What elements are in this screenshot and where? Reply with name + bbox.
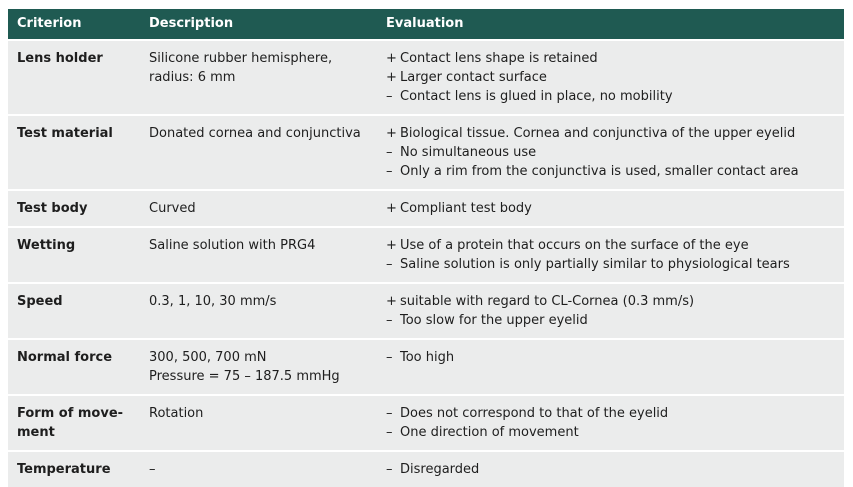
evaluation-item [386, 87, 844, 106]
evaluation-cell [386, 284, 844, 338]
criterion-cell [8, 228, 149, 282]
evaluation-item [386, 162, 844, 181]
evaluation-text: Only a rim from the conjunctiva is used, smaller contact area [400, 164, 799, 179]
description-cell [149, 284, 386, 338]
table-row [8, 450, 844, 487]
criterion-text: Normal force [17, 350, 113, 365]
criterion-cell [8, 396, 149, 450]
criterion-text: Test body [17, 201, 88, 216]
evaluation-sign: – [386, 257, 393, 272]
evaluation-cell [386, 340, 844, 394]
evaluation-sign: + [386, 294, 397, 309]
evaluation-cell [386, 452, 844, 487]
evaluation-sign: – [386, 350, 393, 365]
table-row [8, 226, 844, 282]
evaluation-text: Too high [400, 350, 455, 365]
criteria-table [8, 9, 844, 487]
evaluation-text: Too slow for the upper eyelid [400, 313, 588, 328]
evaluation-text: Does not correspond to that of the eyelid [400, 406, 669, 421]
evaluation-cell [386, 41, 844, 114]
criterion-cell [8, 284, 149, 338]
evaluation-sign: – [386, 425, 393, 440]
evaluation-sign: – [386, 462, 393, 477]
criterion-text: Lens holder [17, 51, 103, 66]
description-text: Donated cornea and conjunctiva [149, 126, 361, 141]
evaluation-text: Saline solution is only partially similar to physiological tears [400, 257, 790, 272]
table-body [8, 39, 844, 487]
evaluation-text: No simultaneous use [400, 145, 537, 160]
header-evaluation: Evaluation [386, 16, 464, 31]
table-row [8, 189, 844, 226]
evaluation-sign: + [386, 201, 397, 216]
evaluation-item [386, 404, 844, 423]
evaluation-item [386, 49, 844, 68]
evaluation-text: One direction of movement [400, 425, 579, 440]
description-text: Pressure = 75 – 187.5 mmHg [149, 369, 340, 384]
header-description: Description [149, 16, 234, 31]
description-text: radius: 6 mm [149, 70, 236, 85]
evaluation-item [386, 292, 844, 311]
description-text: Silicone rubber hemisphere, [149, 51, 333, 66]
description-cell [149, 116, 386, 189]
description-cell [149, 396, 386, 450]
evaluation-cell [386, 396, 844, 450]
criterion-cell [8, 340, 149, 394]
evaluation-cell [386, 116, 844, 189]
table-header [8, 9, 844, 39]
evaluation-sign: – [386, 164, 393, 179]
criterion-text: Temperature [17, 462, 111, 477]
description-cell [149, 41, 386, 114]
description-text: Rotation [149, 406, 204, 421]
description-cell [149, 191, 386, 226]
evaluation-sign: + [386, 126, 397, 141]
description-text: 300, 500, 700 mN [149, 350, 267, 365]
criterion-text: Speed [17, 294, 63, 309]
criterion-cell [8, 191, 149, 226]
table-row [8, 282, 844, 338]
evaluation-text: Contact lens is glued in place, no mobility [400, 89, 673, 104]
evaluation-item [386, 460, 844, 479]
evaluation-item [386, 124, 844, 143]
evaluation-item [386, 236, 844, 255]
evaluation-item [386, 311, 844, 330]
evaluation-sign: + [386, 238, 397, 253]
table-row [8, 39, 844, 114]
evaluation-item [386, 68, 844, 87]
evaluation-item [386, 199, 844, 218]
evaluation-sign: – [386, 313, 393, 328]
criterion-cell [8, 116, 149, 189]
evaluation-text: Contact lens shape is retained [400, 51, 598, 66]
evaluation-text: Biological tissue. Cornea and conjunctiva of the upper eyelid [400, 126, 796, 141]
evaluation-text: Larger contact surface [400, 70, 547, 85]
criterion-text: ment [17, 425, 55, 440]
evaluation-item [386, 143, 844, 162]
evaluation-text: Disregarded [400, 462, 480, 477]
evaluation-item [386, 423, 844, 442]
table-row [8, 338, 844, 394]
evaluation-cell [386, 191, 844, 226]
evaluation-text: Compliant test body [400, 201, 532, 216]
description-text: Curved [149, 201, 196, 216]
criterion-text: Wetting [17, 238, 76, 253]
evaluation-item [386, 255, 844, 274]
criterion-text: Test material [17, 126, 113, 141]
description-cell [149, 452, 386, 487]
criterion-text: Form of move- [17, 406, 124, 421]
description-cell [149, 340, 386, 394]
description-text: – [149, 462, 156, 477]
criterion-cell [8, 452, 149, 487]
evaluation-sign: + [386, 51, 397, 66]
description-cell [149, 228, 386, 282]
evaluation-sign: – [386, 145, 393, 160]
table-row [8, 394, 844, 450]
evaluation-sign: – [386, 89, 393, 104]
table-row [8, 114, 844, 189]
criterion-cell [8, 41, 149, 114]
evaluation-text: Use of a protein that occurs on the surface of the eye [400, 238, 749, 253]
evaluation-sign: – [386, 406, 393, 421]
evaluation-sign: + [386, 70, 397, 85]
header-criterion: Criterion [17, 16, 82, 31]
description-text: 0.3, 1, 10, 30 mm/s [149, 294, 277, 309]
description-text: Saline solution with PRG4 [149, 238, 316, 253]
evaluation-item [386, 348, 844, 367]
evaluation-text: suitable with regard to CL-Cornea (0.3 mm/s) [400, 294, 695, 309]
evaluation-cell [386, 228, 844, 282]
